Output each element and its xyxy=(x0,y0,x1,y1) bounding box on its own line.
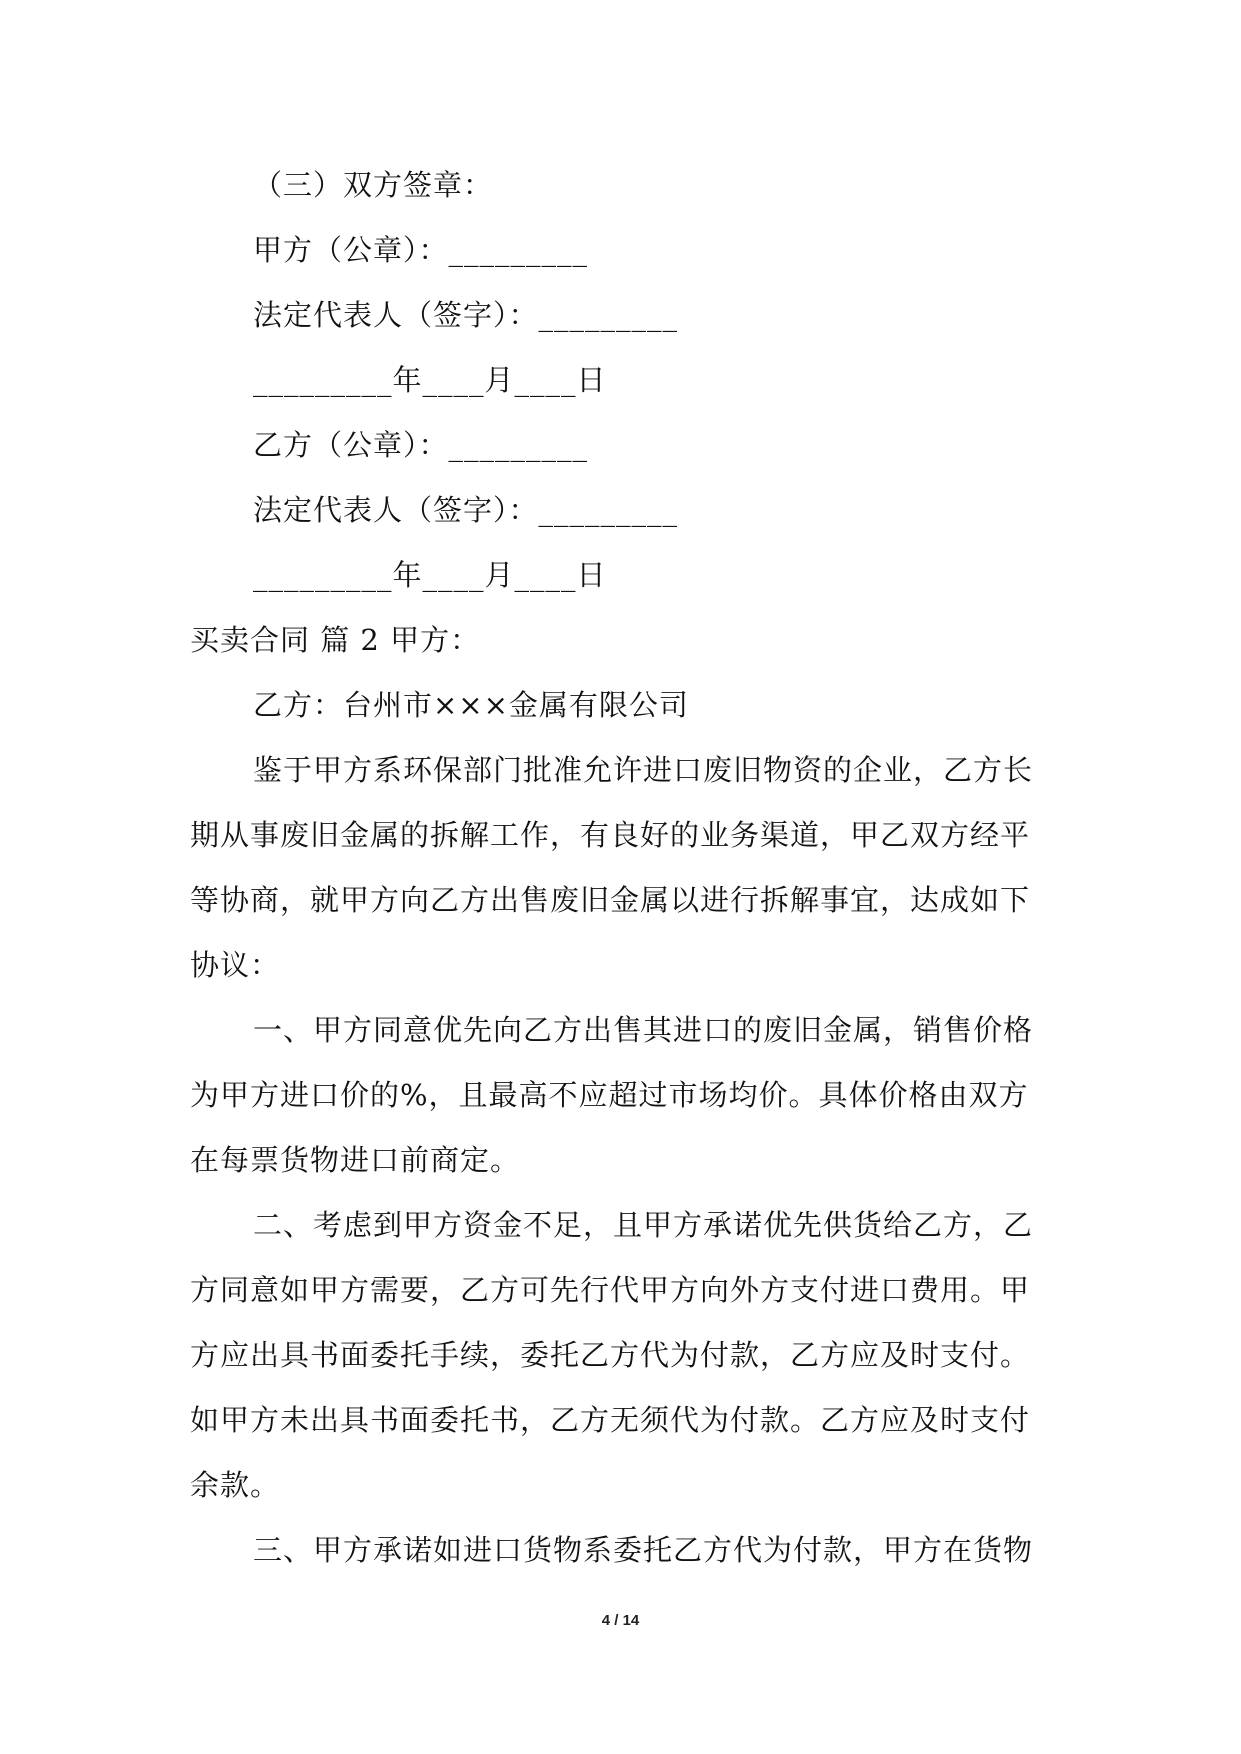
contract-2-heading: 买卖合同 篇 2 甲方： xyxy=(190,623,481,657)
body-text-line: 鉴于甲方系环保部门批准允许进口废旧物资的企业，乙方长 xyxy=(253,753,1034,787)
clause-1-line: 为甲方进口价的%，且最高不应超过市场均价。具体价格由双方 xyxy=(190,1078,1029,1112)
clause-3-line: 三、甲方承诺如进口货物系委托乙方代为付款，甲方在货物 xyxy=(253,1533,1034,1567)
clause-2-line: 如甲方未出具书面委托书，乙方无须代为付款。乙方应及时支付 xyxy=(190,1403,1031,1437)
page-number: 4 / 14 xyxy=(601,1612,640,1629)
clause-2-line: 方同意如甲方需要，乙方可先行代甲方向外方支付进口费用。甲 xyxy=(190,1273,1031,1307)
party-a-seal-line: 甲方（公章）：_________ xyxy=(253,233,589,267)
party-b-representative-line: 法定代表人（签字）：_________ xyxy=(253,493,679,527)
clause-1-line: 在每票货物进口前商定。 xyxy=(190,1143,521,1177)
party-b-name-line: 乙方：台州市×××金属有限公司 xyxy=(253,688,689,722)
body-text-line: 协议： xyxy=(190,948,281,982)
body-text-line: 期从事废旧金属的拆解工作，有良好的业务渠道，甲乙双方经平 xyxy=(190,818,1031,852)
party-a-representative-line: 法定代表人（签字）：_________ xyxy=(253,298,679,332)
party-b-date-line: _________年____月____日 xyxy=(253,558,607,592)
party-a-date-line: _________年____月____日 xyxy=(253,363,607,397)
clause-2-line: 二、考虑到甲方资金不足，且甲方承诺优先供货给乙方，乙 xyxy=(253,1208,1034,1242)
clause-1-line: 一、甲方同意优先向乙方出售其进口的废旧金属，销售价格 xyxy=(253,1013,1034,1047)
clause-2-line: 方应出具书面委托手续，委托乙方代为付款，乙方应及时支付。 xyxy=(190,1338,1031,1372)
clause-2-line: 余款。 xyxy=(190,1468,281,1502)
body-text-line: 等协商，就甲方向乙方出售废旧金属以进行拆解事宜，达成如下 xyxy=(190,883,1031,917)
signature-section-heading: （三）双方签章： xyxy=(253,168,494,202)
party-b-seal-line: 乙方（公章）：_________ xyxy=(253,428,589,462)
